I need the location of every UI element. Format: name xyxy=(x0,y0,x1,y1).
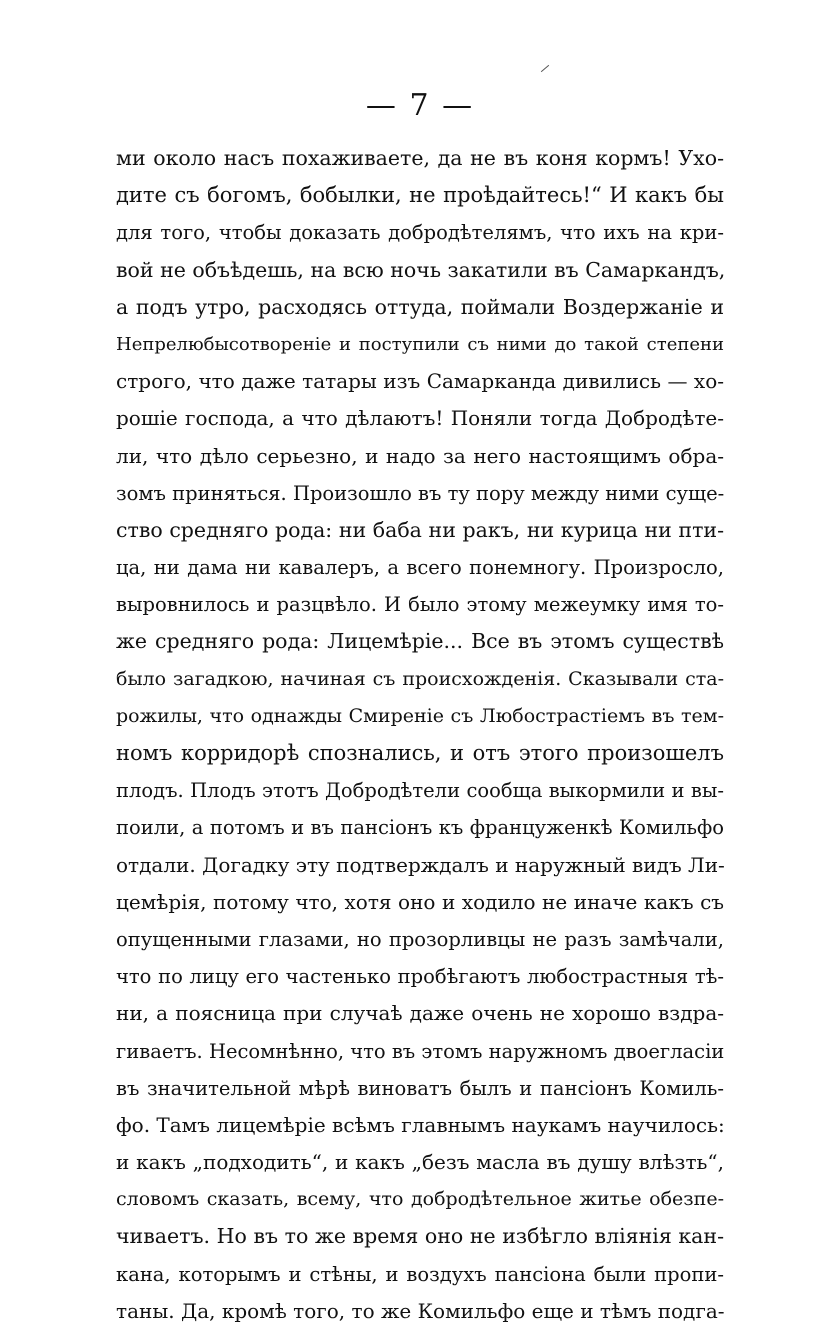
text-line: выровнилось и разцвѣло. И было этому межеумку имя то- xyxy=(116,593,724,617)
text-line: поили, а потомъ и въ пансіонъ къ француженкѣ Комильфо xyxy=(116,816,724,840)
text-line: опущенными глазами, но прозорливцы не разъ замѣчали, xyxy=(116,927,724,951)
text-line: зомъ приняться. Произошло въ ту пору между ними суще- xyxy=(116,481,725,505)
text-line: гиваетъ. Несомнѣнно, что въ этомъ наружномъ двоегласіи xyxy=(116,1039,725,1063)
text-line: таны. Да, кромѣ того, то же Комильфо еще и тѣмъ подга- xyxy=(116,1298,725,1323)
text-line: чиваетъ. Но въ то же время оно не избѣгло вліянія кан- xyxy=(116,1224,724,1249)
text-line: вой не объѣдешь, на всю ночь закатили въ Самаркандъ, xyxy=(116,257,726,282)
stray-pen-mark xyxy=(541,65,549,72)
text-line: и какъ „подходить“, и какъ „безъ масла въ душу влѣзть“, xyxy=(116,1150,724,1175)
text-line: ми около насъ похаживаете, да не въ коня кормъ! Ухо- xyxy=(116,146,724,170)
text-line: фо. Тамъ лицемѣріе всѣмъ главнымъ наукамъ научилось: xyxy=(116,1112,725,1137)
text-line: рошіе господа, а что дѣлаютъ! Поняли тогда Добродѣте- xyxy=(116,406,724,431)
text-line: словомъ сказать, всему, что добродѣтельное житье обезпе- xyxy=(116,1188,724,1211)
text-line: ство средняго рода: ни баба ни ракъ, ни курица ни пти- xyxy=(116,517,724,542)
text-line: дите съ богомъ, бобылки, не проѣдайтесь!“ И какъ бы xyxy=(116,183,724,208)
text-line: кана, которымъ и стѣны, и воздухъ пансіона были пропи- xyxy=(116,1262,724,1286)
text-line: плодъ. Плодъ этотъ Добродѣтели сообща выкормили и вы- xyxy=(116,779,724,803)
body-text xyxy=(116,140,724,1330)
text-line: для того, чтобы доказать добродѣтелямъ, что ихъ на кри- xyxy=(116,221,724,245)
text-line: ни, а поясница при случаѣ даже очень не хорошо вздра- xyxy=(116,1001,724,1026)
text-line: въ значительной мѣрѣ виноватъ былъ и пансіонъ Комиль- xyxy=(116,1076,724,1100)
text-line: было загадкою, начиная съ происхожденія. Сказывали ста- xyxy=(116,667,724,690)
text-line: ли, что дѣло серьезно, и надо за него настоящимъ обра- xyxy=(116,443,724,468)
text-line: же средняго рода: Лицемѣріе... Все въ этомъ существѣ xyxy=(116,629,724,654)
text-line: Непрелюбысотвореніе и поступили съ ними до такой степени xyxy=(116,333,724,355)
text-line: отдали. Догадку эту подтверждалъ и наружный видъ Ли- xyxy=(116,852,725,877)
text-line: ца, ни дама ни кавалеръ, а всего понемногу. Произросло, xyxy=(116,556,724,580)
text-line: рожилы, что однажды Смиреніе съ Любострастіемъ въ тем- xyxy=(116,704,724,727)
text-line: что по лицу его частенько пробѣгаютъ любострастныя тѣ- xyxy=(116,965,724,989)
text-line: номъ корридорѣ спознались, и отъ этого произошелъ xyxy=(116,741,724,765)
text-line: строго, что даже татары изъ Самарканда дивились — хо- xyxy=(116,369,724,394)
text-line: а подъ утро, расходясь оттуда, поймали Воздержаніе и xyxy=(116,294,724,319)
text-line: цемѣрія, потому что, хотя оно и ходило не иначе какъ съ xyxy=(116,889,724,914)
page-number: — 7 — xyxy=(365,88,475,123)
